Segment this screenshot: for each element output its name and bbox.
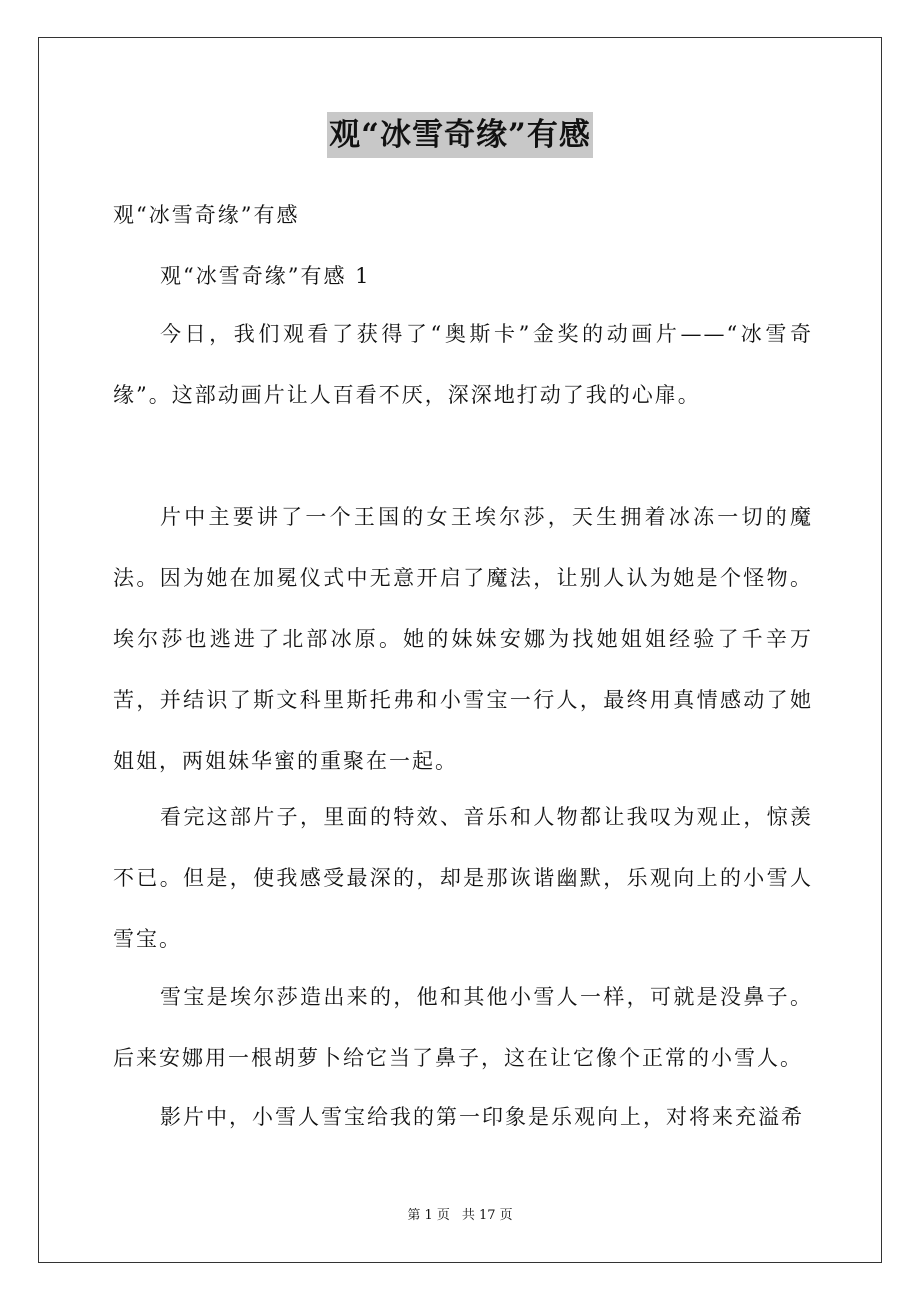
paragraph-5: 影片中，小雪人雪宝给我的第一印象是乐观向上，对将来充溢希 xyxy=(160,1105,804,1129)
document-title: 观“冰雪奇缘”有感 xyxy=(327,112,593,158)
title-container xyxy=(0,112,920,158)
paragraph-3: 看完这部片子，里面的特效、音乐和人物都让我叹为观止，惊羡不已。但是，使我感受最深的，却是那诙谐幽默，乐观向上的小雪人雪宝。 xyxy=(113,805,813,951)
paragraph-1: 今日，我们观看了获得了“奥斯卡”金奖的动画片——“冰雪奇缘”。这部动画片让人百看不厌，深深地打动了我的心扉。 xyxy=(113,322,813,407)
page-total: 共 17 页 xyxy=(461,1208,513,1223)
document-subtitle: 观“冰雪奇缘”有感 xyxy=(113,203,300,227)
section-heading: 观“冰雪奇缘”有感 1 xyxy=(160,264,371,288)
page-number: 第 1 页 xyxy=(407,1208,450,1223)
paragraph-2: 片中主要讲了一个王国的女王埃尔莎，天生拥着冰冻一切的魔法。因为她在加冕仪式中无意开启了魔法，让别人认为她是个怪物。埃尔莎也逃进了北部冰原。她的妹妹安娜为找她姐姐经验了千辛万苦，并结识了斯文科里斯托弗和小雪宝一行人，最终用真情感动了她姐姐，两姐妹华蜜的重聚在一起。 xyxy=(113,505,813,773)
paragraph-4: 雪宝是埃尔莎造出来的，他和其他小雪人一样，可就是没鼻子。后来安娜用一根胡萝卜给它当了鼻子，这在让它像个正常的小雪人。 xyxy=(113,985,813,1070)
page-footer xyxy=(0,1207,920,1225)
